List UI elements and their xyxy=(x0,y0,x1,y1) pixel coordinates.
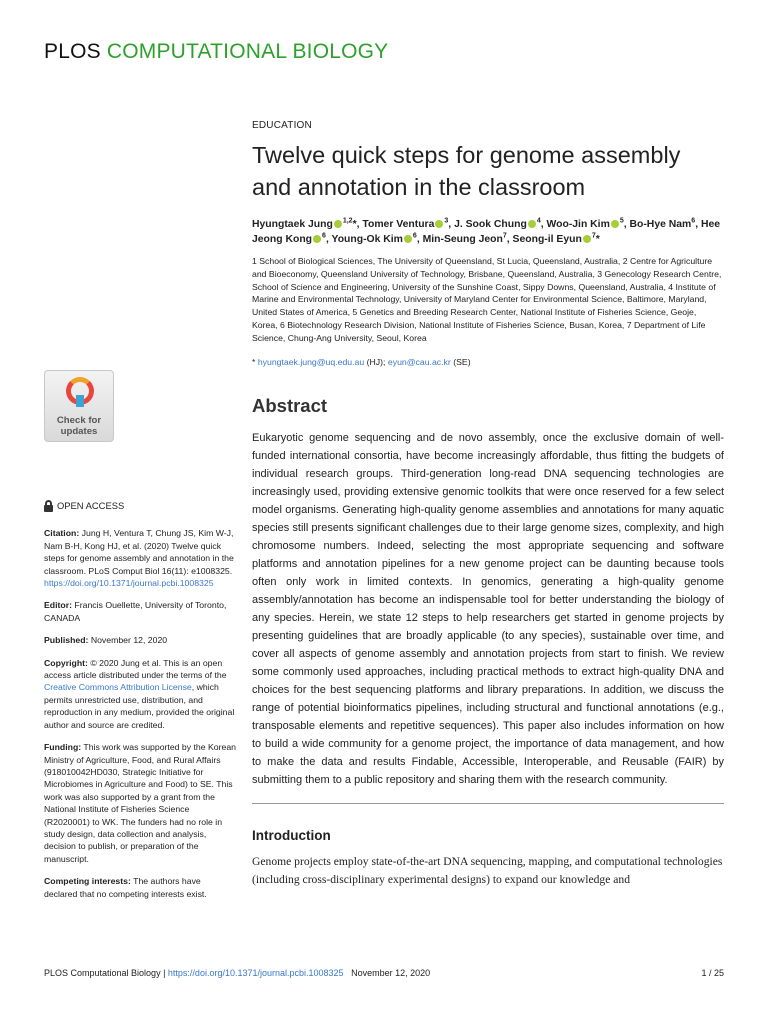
crossmark-ribbon-icon xyxy=(76,395,84,407)
author-affiliation-sup: 7 xyxy=(502,232,507,240)
funding-block xyxy=(44,741,236,865)
introduction-heading: Introduction xyxy=(252,827,331,843)
editor-block xyxy=(44,599,236,624)
author-name: Bo-Hye Nam xyxy=(629,219,692,230)
page-footer xyxy=(44,968,724,978)
journal-name-suffix: COMPUTATIONAL BIOLOGY xyxy=(106,40,389,63)
corresponding-marker: * xyxy=(352,219,357,230)
article-sidebar xyxy=(44,500,236,910)
article-title: Twelve quick steps for genome assembly and annotation in the classroom xyxy=(252,142,681,200)
license-link[interactable]: Creative Commons Attribution License xyxy=(44,682,192,693)
copyright-label: Copyright: xyxy=(44,657,88,668)
author-name: J. Sook Chung xyxy=(454,219,527,230)
abstract-text: Eukaryotic genome sequencing and de novo assembly, once the exclusive domain of well-funded international consortia, have become increasingly affordable, thus fitting the budgets of individual research groups. Third-generation long-read DNA sequencing technologies are increasingly used, providing extensive genomic toolkits that were once reserved for a few select model organisms. Generating high-quality genome assemblies and annotations for many aquatic species still presents significant challenges due to their large genome sizes, complexity, and high chromosome numbers. Indeed, selecting the most appropriate sequencing and software platforms and annotation pipelines for a new genome project can be daunting because tools often only work in limited contexts. In genomics, generating a high-quality genome assembly/annotation has become an indispensable tool for better understanding the biology of any species. Herein, we state 12 steps to help researchers get started in genome projects by presenting guidelines that are broadly applicable (to any species), sustainable over time, and cover all aspects of genome assembly and annotation projects from start to finish. We review some commonly used approaches, including practical methods to extract high-quality DNA and choices for the best sequencing platforms and library preparations. In addition, we discuss the range of potential bioinformatics pipelines, including structural and functional annotations (e.g., transposable elements and repetitive sequences). This paper also includes information on how to build a wide community for a genome project, the importance of data management, and how to make the data and results Findable, Accessible, Interoperable, and Reusable (FAIR) by submitting them to a public repository and sharing them with the research community. xyxy=(252,431,724,786)
author-name: Woo-Jin Kim xyxy=(546,219,610,230)
author-affiliation-sup: 6 xyxy=(322,232,326,240)
published-date: November 12, 2020 xyxy=(90,635,168,646)
correspondence-star: * xyxy=(252,356,256,367)
email-initials-1: (HJ); xyxy=(366,356,386,367)
check-for-updates-badge[interactable] xyxy=(44,370,114,442)
author-name: Min-Seung Jeon xyxy=(422,234,503,245)
badge-line2: updates xyxy=(60,426,98,437)
abstract-heading: Abstract xyxy=(252,394,328,416)
copyright-text-1: © 2020 Jung et al. This is an open access article distributed under the terms of the xyxy=(44,657,227,681)
funding-label: Funding: xyxy=(44,742,82,753)
email-link-1[interactable]: hyungtaek.jung@uq.edu.au xyxy=(257,356,365,367)
orcid-icon[interactable] xyxy=(528,220,536,228)
footer-date: November 12, 2020 xyxy=(351,968,431,978)
article-type: EDUCATION xyxy=(252,120,312,131)
introduction-text: Genome projects employ state-of-the-art DNA sequencing, mapping, and computational technologies (including cross-disciplinary experimental designs) to expand our knowledge and xyxy=(252,854,723,886)
article-main xyxy=(252,120,724,889)
author-name: Tomer Ventura xyxy=(362,219,435,230)
orcid-icon[interactable] xyxy=(404,235,412,243)
orcid-icon[interactable] xyxy=(313,235,321,243)
author-name: Young-Ok Kim xyxy=(331,234,403,245)
author-list: Hyungtaek Jung $^{1,2}$*, Tomer Ventura $^3$, J. Sook Chung $^4$, Woo-Jin Kim $^5$, Bo-Hye Nam$^6$, Hee Jeong Kong $^6$, Young-Ok Kim $^6$, Min-Seung Jeon$^7$, Seong-il Eyun $^7$* xyxy=(252,217,721,245)
competing-interests-label: Competing interests: xyxy=(44,876,131,887)
author-name: Hyungtaek Jung xyxy=(252,219,333,230)
orcid-icon[interactable] xyxy=(611,220,619,228)
copyright-text-2: , which permits unrestricted use, distribution, and reproduction in any medium, provided the original author and source are credited. xyxy=(44,682,235,730)
affiliations: 1 School of Biological Sciences, The University of Queensland, St Lucia, Queensland, Australia, 2 Centre for Agriculture and Bioeconomy, Queensland University of Technology, Brisbane, Queensland, Australia, 3 Genecology Research Centre, School of Science and Engineering, University of the Sunshine Coast, Sippy Downs, Queensland, Australia, 4 Institute of Marine and Environmental Technology, University of Maryland Center for Environmental Science, Baltimore, Maryland, United States of America, 5 Genetics and Breeding Research Center, National Institute of Fisheries Science, Geoje, Korea, 6 Biotechnology Research Division, National Institute of Fisheries Science, Busan, Korea, 7 Department of Life Science, Chung-Ang University, Seoul, Korea xyxy=(252,256,722,343)
open-access-text: OPEN ACCESS xyxy=(57,500,125,511)
funding-text: This work was supported by the Korean Ministry of Agriculture, Food, and Rural Affairs (918010042HD030, Strategic Initiative for Microbiomes in Agriculture and Food) to SE. This work was also supported by a grant from the National Institute of Fisheries Science (R2020001) to WK. The funders had no role in study design, data collection and analysis, decision to publish, or preparation of the manuscript. xyxy=(44,742,237,864)
citation-doi-link[interactable]: https://doi.org/10.1371/journal.pcbi.1008325 xyxy=(44,578,214,589)
journal-header xyxy=(44,40,388,64)
citation-text: Jung H, Ventura T, Chung JS, Kim W-J, Nam B-H, Kong HJ, et al. (2020) Twelve quick steps for genome assembly and annotation in the classroom. PLoS Comput Biol 16(11): e1008325. xyxy=(44,528,234,576)
badge-label xyxy=(45,415,113,437)
email-initials-2: (SE) xyxy=(453,356,471,367)
correspondence xyxy=(252,357,724,367)
footer-journal: PLOS Computational Biology | xyxy=(44,968,166,978)
orcid-icon[interactable] xyxy=(583,235,591,243)
page-number: 1 / 25 xyxy=(701,968,724,978)
author-affiliation-sup: 6 xyxy=(412,232,417,240)
editor-text: Francis Ouellette, University of Toronto, CANADA xyxy=(44,600,227,623)
author-affiliation-sup: 5 xyxy=(619,217,624,225)
author-affiliation-sup: 7 xyxy=(591,232,596,240)
journal-name-prefix: PLOS xyxy=(44,40,101,63)
copyright-block xyxy=(44,657,236,731)
corresponding-marker: * xyxy=(595,234,600,245)
email-link-2[interactable]: eyun@cau.ac.kr xyxy=(387,356,451,367)
citation-block xyxy=(44,527,236,589)
author-affiliation-sup: 1,2 xyxy=(342,217,353,225)
unlock-icon xyxy=(44,500,53,512)
author-name: Seong-il Eyun xyxy=(512,234,582,245)
author-affiliation-sup: 3 xyxy=(444,217,449,225)
citation-label: Citation: xyxy=(44,528,80,539)
published-label: Published: xyxy=(44,635,89,646)
section-divider xyxy=(252,803,724,804)
orcid-icon[interactable] xyxy=(435,220,443,228)
badge-line1: Check for xyxy=(56,415,102,426)
author-affiliation-sup: 4 xyxy=(536,217,541,225)
footer-doi-link[interactable]: https://doi.org/10.1371/journal.pcbi.1008325 xyxy=(167,968,344,978)
author-name: Hee Jeong Kong xyxy=(252,219,721,245)
author-affiliation-sup: 6 xyxy=(691,217,696,225)
open-access-label xyxy=(44,500,236,512)
competing-interests-block xyxy=(44,875,236,900)
competing-interests-text: The authors have declared that no competing interests exist. xyxy=(44,876,207,899)
orcid-icon[interactable] xyxy=(334,220,342,228)
editor-label: Editor: xyxy=(44,600,72,611)
published-block xyxy=(44,634,236,646)
